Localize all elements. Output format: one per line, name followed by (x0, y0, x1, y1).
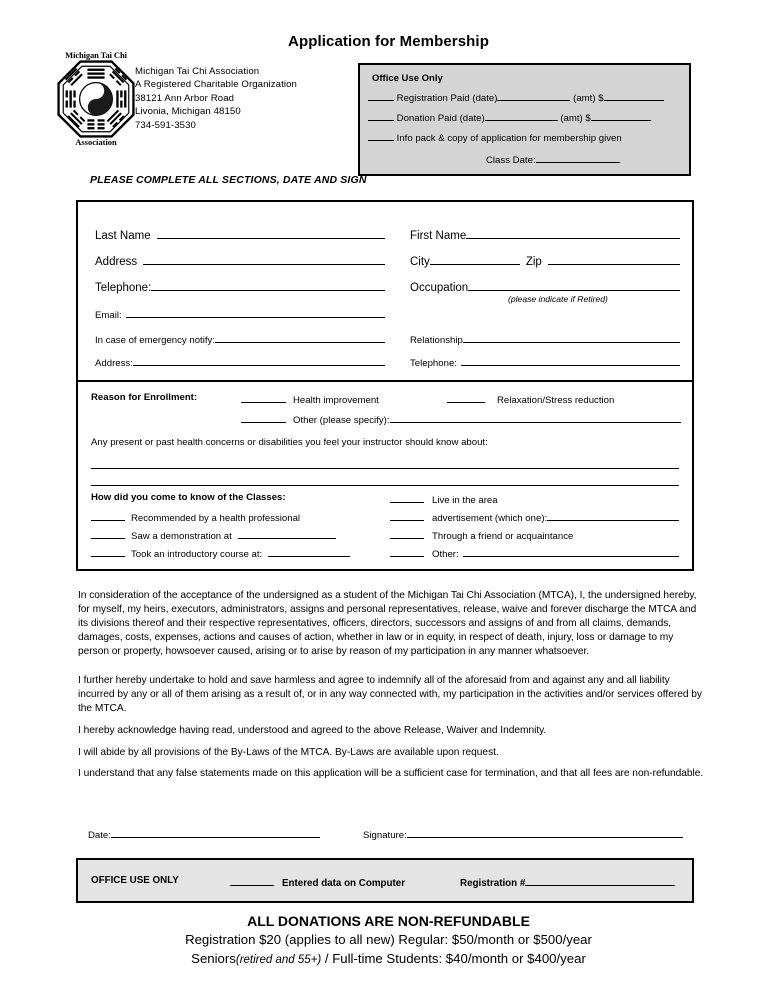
field-city-zip[interactable] (410, 253, 680, 268)
relaxation-blank[interactable] (447, 392, 485, 403)
intro-course-input[interactable] (268, 546, 350, 557)
office-bottom-heading: OFFICE USE ONLY (91, 875, 179, 886)
main-form-box (76, 200, 694, 571)
advertisement-input[interactable] (547, 510, 679, 521)
logo-bottom-text: Association (75, 137, 117, 147)
entered-data-row[interactable] (230, 875, 405, 889)
recommended-blank[interactable] (91, 510, 125, 521)
emergency-address-label: Address: (95, 358, 133, 369)
relaxation-label: Relaxation/Stress reduction (497, 395, 615, 406)
health-concerns-line-1[interactable] (91, 468, 679, 469)
footer-seniors-rates: / Full-time Students: $40/month or $400/year (321, 951, 586, 966)
demonstration-blank[interactable] (91, 528, 125, 539)
office-use-only-heading: Office Use Only (372, 73, 443, 84)
reason-other-option[interactable] (241, 412, 681, 426)
field-signature[interactable] (363, 826, 683, 841)
health-concerns-line-2[interactable] (91, 485, 679, 486)
logo-top-text: Michigan Tai Chi (65, 50, 127, 60)
last-name-input[interactable] (157, 227, 385, 239)
org-line-3: 38121 Ann Arbor Road (135, 92, 235, 104)
reason-relaxation-option[interactable] (447, 392, 614, 406)
occupation-input[interactable] (468, 279, 680, 291)
intro-course-blank[interactable] (91, 546, 125, 557)
office-donation-paid-row (368, 113, 651, 124)
how-heard-left-option-1[interactable] (91, 510, 300, 524)
office-use-only-top-box (358, 63, 691, 176)
other-source-label: Other: (432, 549, 459, 560)
city-label: City (410, 256, 430, 268)
legal-paragraph-3: I hereby acknowledge having read, understood and agreed to the above Release, Waiver and Indemnity. (78, 725, 547, 736)
registration-number-row[interactable] (460, 875, 675, 889)
legal-paragraph-2: I further hereby undertake to hold and save harmless and agree to indemnify all of the aforesaid from and against any and all liability incurred by any or all of them arising as a result of, or in any way connected with, my participation in the activities and/or services offered by the MTCA. (78, 675, 702, 715)
legal-paragraph-4: I will abide by all provisions of the By-Laws of the MTCA. By-Laws are available upon request. (78, 747, 499, 758)
field-last-name[interactable] (95, 227, 385, 242)
registration-number-input[interactable] (525, 875, 675, 886)
emergency-contact-input[interactable] (215, 331, 385, 343)
other-source-blank[interactable] (390, 546, 424, 557)
signature-input[interactable] (407, 826, 683, 838)
footer-seniors-label: Seniors (191, 951, 236, 966)
health-improvement-blank[interactable] (241, 392, 286, 403)
info-pack-check-blank[interactable] (368, 140, 394, 141)
address-label: Address (95, 256, 138, 268)
footer-senior-rates (0, 951, 777, 966)
first-name-label: First Name (410, 230, 467, 242)
org-line-2: A Registered Charitable Organization (135, 79, 297, 91)
email-label: Email: (95, 310, 122, 321)
signature-label: Signature: (363, 830, 407, 841)
field-relationship[interactable] (410, 331, 680, 346)
emergency-address-input[interactable] (133, 354, 385, 366)
field-address[interactable] (95, 253, 385, 268)
emergency-contact-label: In case of emergency notify: (95, 335, 215, 346)
legal-paragraph-5: I understand that any false statements made on this application will be a sufficient case for termination, and that all fees are non-refundable. (78, 768, 704, 779)
live-in-area-blank[interactable] (390, 492, 424, 503)
registration-date-blank[interactable] (497, 100, 570, 101)
other-source-input[interactable] (463, 546, 679, 557)
donation-date-blank[interactable] (485, 120, 558, 121)
first-name-input[interactable] (466, 227, 680, 239)
organization-address (135, 65, 297, 132)
donation-amt-blank[interactable] (591, 120, 651, 121)
section-divider (78, 380, 692, 382)
entered-data-blank[interactable] (230, 875, 274, 886)
reason-for-enrollment-heading: Reason for Enrollment: (91, 392, 198, 403)
field-first-name[interactable] (410, 227, 680, 242)
field-emergency-telephone[interactable] (410, 354, 680, 369)
class-date-blank[interactable] (536, 162, 620, 163)
office-registration-paid-row (368, 93, 664, 104)
occupation-label: Occupation (410, 282, 469, 294)
office-class-date-row (486, 155, 620, 166)
emergency-telephone-input[interactable] (461, 354, 680, 366)
occupation-hint: (please indicate if Retired) (508, 294, 608, 304)
health-concerns-question: Any present or past health concerns or disabilities you feel your instructor should know about: (91, 437, 488, 448)
how-heard-right-option-4[interactable] (390, 546, 679, 560)
field-emergency-address[interactable] (95, 354, 385, 369)
how-heard-right-option-3[interactable] (390, 528, 573, 542)
city-input[interactable] (430, 253, 520, 265)
emergency-telephone-label: Telephone: (410, 358, 457, 369)
registration-amt-label: (amt) $ (573, 93, 604, 104)
live-in-area-label: Live in the area (432, 495, 498, 506)
bagua-yinyang-icon (57, 60, 135, 138)
page-title: Application for Membership (288, 33, 489, 50)
relationship-input[interactable] (463, 331, 680, 343)
how-heard-heading: How did you come to know of the Classes: (91, 492, 286, 503)
donation-amt-label: (amt) $ (560, 113, 591, 124)
completion-instruction: PLEASE COMPLETE ALL SECTIONS, DATE AND SIGN (90, 174, 367, 186)
zip-input[interactable] (548, 253, 680, 265)
last-name-label: Last Name (95, 230, 151, 242)
date-label: Date: (88, 830, 111, 841)
field-telephone[interactable] (95, 279, 385, 294)
health-improvement-label: Health improvement (293, 395, 379, 406)
recommended-label: Recommended by a health professional (131, 513, 301, 524)
how-heard-left-option-2[interactable] (91, 528, 336, 542)
office-use-only-bottom-box (76, 858, 694, 903)
reason-health-improvement-option[interactable] (241, 392, 379, 406)
field-emergency-contact[interactable] (95, 331, 385, 346)
class-date-label: Class Date: (486, 155, 536, 166)
how-heard-left-option-3[interactable] (91, 546, 350, 560)
relationship-label: Relationship (410, 335, 463, 346)
address-input[interactable] (143, 253, 385, 265)
email-input[interactable] (126, 306, 385, 318)
friend-blank[interactable] (390, 528, 424, 539)
office-info-pack-row (368, 133, 622, 144)
field-email[interactable] (95, 306, 385, 321)
organization-logo (46, 50, 146, 158)
intro-course-label: Took an introductory course at: (131, 549, 263, 560)
other-reason-input[interactable] (390, 412, 681, 423)
friend-label: Through a friend or acquaintance (432, 531, 574, 542)
donation-paid-label: Donation Paid (date) (396, 113, 485, 124)
footer-seniors-qualifier: (retired and 55+) (235, 954, 322, 966)
registration-number-label: Registration # (460, 878, 526, 889)
org-line-1: Michigan Tai Chi Association (135, 66, 260, 77)
org-line-5: 734-591-3530 (135, 119, 196, 131)
info-pack-label: Info pack & copy of application for membership given (396, 133, 622, 144)
field-date[interactable] (88, 826, 320, 841)
registration-check-blank[interactable] (368, 100, 394, 101)
footer-regular-rates: Registration $20 (applies to all new) Regular: $50/month or $500/year (185, 932, 592, 947)
how-heard-right-option-1[interactable] (390, 492, 498, 506)
footer-donations-notice: ALL DONATIONS ARE NON-REFUNDABLE (247, 913, 530, 929)
legal-paragraph-1: In consideration of the acceptance of the undersigned as a student of the Michigan Tai Chi Association (MTCA), I, the undersigned hereby, for myself, my heirs, executors, administrators, assigns and personal representatives, release, waive and forever discharge the MTCA and its divisions thereof and their respective representatives, officers, directors, successors and assigns of and from all claims, demands, damages, costs, expenses, actions and causes of action, whether in law or in equity, in respect of death, injury, loss or damage to my person or property, howsoever caused, arising or to arise by reason of my participation in any manner whatsoever. (78, 590, 697, 658)
demonstration-input[interactable] (238, 528, 336, 539)
advertisement-blank[interactable] (390, 510, 424, 521)
registration-amt-blank[interactable] (604, 100, 664, 101)
how-heard-right-option-2[interactable] (390, 510, 679, 524)
registration-paid-label: Registration Paid (date) (396, 93, 498, 104)
zip-label: Zip (525, 256, 542, 268)
other-reason-blank[interactable] (241, 412, 286, 423)
field-occupation[interactable] (410, 279, 680, 294)
other-reason-label: Other (please specify): (293, 415, 390, 426)
date-input[interactable] (111, 826, 320, 838)
demonstration-label: Saw a demonstration at (131, 531, 232, 542)
telephone-input[interactable] (151, 279, 385, 291)
entered-data-label: Entered data on Computer (282, 878, 406, 889)
org-line-4: Livonia, Michigan 48150 (135, 106, 241, 118)
advertisement-label: advertisement (which one): (432, 513, 548, 524)
donation-check-blank[interactable] (368, 120, 394, 121)
telephone-label: Telephone: (95, 282, 152, 294)
